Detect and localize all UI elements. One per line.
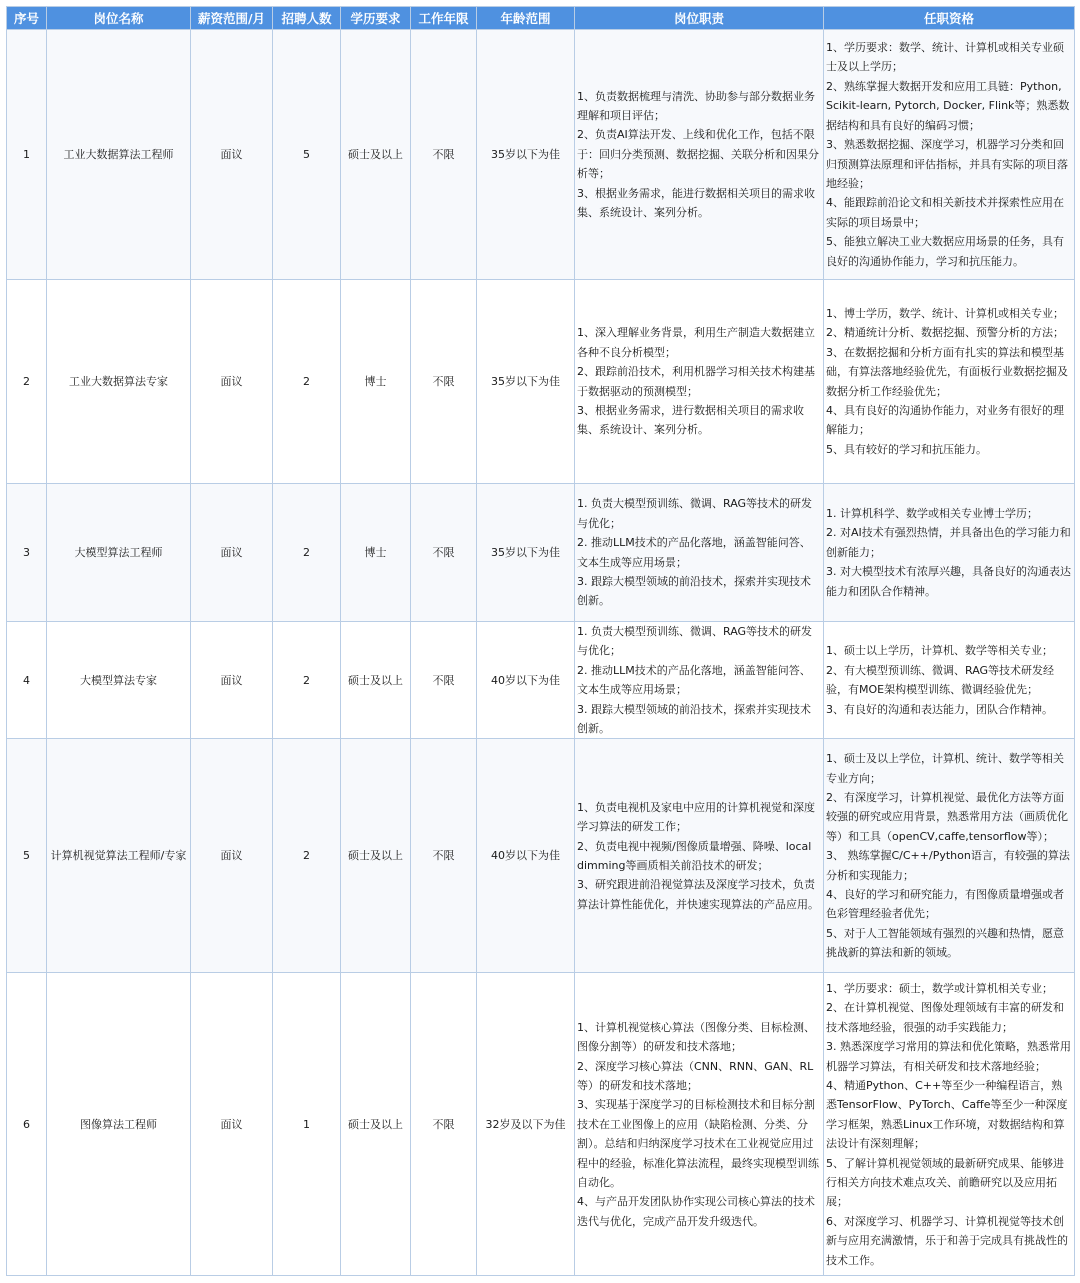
cell-count: 2 <box>273 484 341 622</box>
cell-duties: 1、负责数据梳理与清洗、协助参与部分数据业务理解和项目评估； 2、负责AI算法开发、上线和优化工作，包括不限于：回归分类预测、数据挖掘、关联分析和因果分析等； 3、根据业务需求，能进行数据相关项目的需求收集、系统设计、案列分析。 <box>575 30 824 280</box>
table-row <box>7 484 1075 622</box>
col-header-no: 序号 <box>7 7 47 30</box>
header-row <box>7 7 1075 30</box>
cell-title: 图像算法工程师 <box>47 973 191 1276</box>
cell-education: 硕士及以上 <box>341 973 411 1276</box>
cell-title: 大模型算法工程师 <box>47 484 191 622</box>
cell-no: 3 <box>7 484 47 622</box>
col-header-experience: 工作年限 <box>411 7 477 30</box>
cell-title: 计算机视觉算法工程师/专家 <box>47 739 191 973</box>
cell-no: 5 <box>7 739 47 973</box>
col-header-education: 学历要求 <box>341 7 411 30</box>
cell-salary: 面议 <box>191 484 273 622</box>
job-table <box>6 6 1075 1276</box>
cell-age: 35岁以下为佳 <box>477 484 575 622</box>
cell-count: 2 <box>273 280 341 484</box>
cell-education: 博士 <box>341 484 411 622</box>
col-header-age: 年龄范围 <box>477 7 575 30</box>
cell-no: 1 <box>7 30 47 280</box>
cell-qualifications: 1、博士学历，数学、统计、计算机或相关专业； 2、精通统计分析、数据挖掘、预警分析的方法； 3、在数据挖掘和分析方面有扎实的算法和模型基础，有算法落地经验优先，有面板行业数据挖掘及数据分析工作经验优先； 4、具有良好的沟通协作能力，对业务有很好的理解能力； 5、具有较好的学习和抗压能力。 <box>824 280 1075 484</box>
cell-qualifications: 1、学历要求：数学、统计、计算机或相关专业硕士及以上学历； 2、熟练掌握大数据开发和应用工具链：Python, Scikit-learn, Pytorch, Docker, Flink等；熟悉数据结构和具有良好的编码习惯； 3、熟悉数据挖掘、深度学习，机器学习分类和回归预测算法原理和评估指标，并具有实际的项目落地经验； 4、能跟踪前沿论文和相关新技术并探索性应用在实际的项目场景中； 5、能独立解决工业大数据应用场景的任务，具有良好的沟通协作能力，学习和抗压能力。 <box>824 30 1075 280</box>
cell-age: 40岁以下为佳 <box>477 739 575 973</box>
cell-salary: 面议 <box>191 280 273 484</box>
cell-experience: 不限 <box>411 622 477 739</box>
cell-education: 硕士及以上 <box>341 30 411 280</box>
cell-duties: 1、深入理解业务背景，利用生产制造大数据建立各种不良分析模型； 2、跟踪前沿技术，利用机器学习相关技术构建基于数据驱动的预测模型； 3、根据业务需求，进行数据相关项目的需求收集、系统设计、案列分析。 <box>575 280 824 484</box>
col-header-qualifications: 任职资格 <box>824 7 1075 30</box>
cell-title: 大模型算法专家 <box>47 622 191 739</box>
cell-experience: 不限 <box>411 280 477 484</box>
cell-qualifications: 1. 计算机科学、数学或相关专业博士学历； 2. 对AI技术有强烈热情，并具备出色的学习能力和创新能力； 3. 对大模型技术有浓厚兴趣，具备良好的沟通表达能力和团队合作精神。 <box>824 484 1075 622</box>
cell-no: 6 <box>7 973 47 1276</box>
cell-title: 工业大数据算法工程师 <box>47 30 191 280</box>
table-row <box>7 739 1075 973</box>
cell-duties: 1. 负责大模型预训练、微调、RAG等技术的研发与优化； 2. 推动LLM技术的产品化落地，涵盖智能问答、文本生成等应用场景； 3. 跟踪大模型领域的前沿技术，探索并实现技术创新。 <box>575 484 824 622</box>
cell-qualifications: 1、学历要求：硕士，数学或计算机相关专业； 2、在计算机视觉、图像处理领域有丰富的研发和技术落地经验，很强的动手实践能力； 3. 熟悉深度学习常用的算法和优化策略，熟悉常用机器学习算法，有相关研发和技术落地经验； 4、精通Python、C++等至少一种编程语言，熟悉TensorFlow、PyTorch、Caffe等至少一种深度学习框架，熟悉Linux工作环境，对数据结构和算法设计有深刻理解； 5、了解计算机视觉领域的最新研究成果、能够进行相关方向技术难点攻关、前瞻研究以及应用拓展； 6、对深度学习、机器学习、计算机视觉等技术创新与应用充满激情，乐于和善于完成具有挑战性的技术工作。 <box>824 973 1075 1276</box>
cell-experience: 不限 <box>411 973 477 1276</box>
col-header-salary: 薪资范围/月 <box>191 7 273 30</box>
cell-duties: 1. 负责大模型预训练、微调、RAG等技术的研发与优化； 2. 推动LLM技术的产品化落地，涵盖智能问答、文本生成等应用场景； 3. 跟踪大模型领域的前沿技术，探索并实现技术创新。 <box>575 622 824 739</box>
cell-age: 40岁以下为佳 <box>477 622 575 739</box>
cell-count: 2 <box>273 622 341 739</box>
col-header-duties: 岗位职责 <box>575 7 824 30</box>
table-row <box>7 622 1075 739</box>
cell-salary: 面议 <box>191 30 273 280</box>
cell-age: 32岁及以下为佳 <box>477 973 575 1276</box>
col-header-title: 岗位名称 <box>47 7 191 30</box>
cell-salary: 面议 <box>191 739 273 973</box>
cell-education: 博士 <box>341 280 411 484</box>
cell-age: 35岁以下为佳 <box>477 280 575 484</box>
cell-experience: 不限 <box>411 739 477 973</box>
cell-experience: 不限 <box>411 484 477 622</box>
cell-qualifications: 1、硕士以上学历，计算机、数学等相关专业； 2、有大模型预训练、微调、RAG等技术研发经验，有MOE架构模型训练、微调经验优先； 3、有良好的沟通和表达能力，团队合作精神。 <box>824 622 1075 739</box>
cell-no: 2 <box>7 280 47 484</box>
cell-no: 4 <box>7 622 47 739</box>
cell-count: 2 <box>273 739 341 973</box>
cell-experience: 不限 <box>411 30 477 280</box>
table-row <box>7 280 1075 484</box>
cell-duties: 1、负责电视机及家电中应用的计算机视觉和深度学习算法的研发工作； 2、负责电视中视频/图像质量增强、降噪、local dimming等画质相关前沿技术的研发； 3、研究跟进前沿视觉算法及深度学习技术，负责算法计算性能优化，并快速实现算法的产品应用。 <box>575 739 824 973</box>
cell-count: 1 <box>273 973 341 1276</box>
cell-title: 工业大数据算法专家 <box>47 280 191 484</box>
cell-age: 35岁以下为佳 <box>477 30 575 280</box>
table-row <box>7 973 1075 1276</box>
table-row <box>7 30 1075 280</box>
cell-duties: 1、计算机视觉核心算法（图像分类、目标检测、图像分割等）的研发和技术落地； 2、深度学习核心算法（CNN、RNN、GAN、RL等）的研发和技术落地； 3、实现基于深度学习的目标检测技术和目标分割技术在工业图像上的应用（缺陷检测、分类、分割）。总结和归纳深度学习技术在工业视觉应用过程中的经验，标准化算法流程，最终实现模型训练自动化。 4、与产品开发团队协作实现公司核心算法的技术迭代与优化，完成产品开发升级迭代。 <box>575 973 824 1276</box>
col-header-count: 招聘人数 <box>273 7 341 30</box>
cell-education: 硕士及以上 <box>341 622 411 739</box>
cell-salary: 面议 <box>191 973 273 1276</box>
cell-count: 5 <box>273 30 341 280</box>
cell-salary: 面议 <box>191 622 273 739</box>
cell-education: 硕士及以上 <box>341 739 411 973</box>
cell-qualifications: 1、硕士及以上学位，计算机、统计、数学等相关专业方向； 2、有深度学习，计算机视觉、最优化方法等方面较强的研究或应用背景，熟悉常用方法（画质优化等）和工具（openCV,caffe,tensorflow等）； 3、 熟练掌握C/C++/Python语言，有较强的算法分析和实现能力； 4、良好的学习和研究能力，有图像质量增强或者色彩管理经验者优先； 5、对于人工智能领域有强烈的兴趣和热情，愿意挑战新的算法和新的领域。 <box>824 739 1075 973</box>
